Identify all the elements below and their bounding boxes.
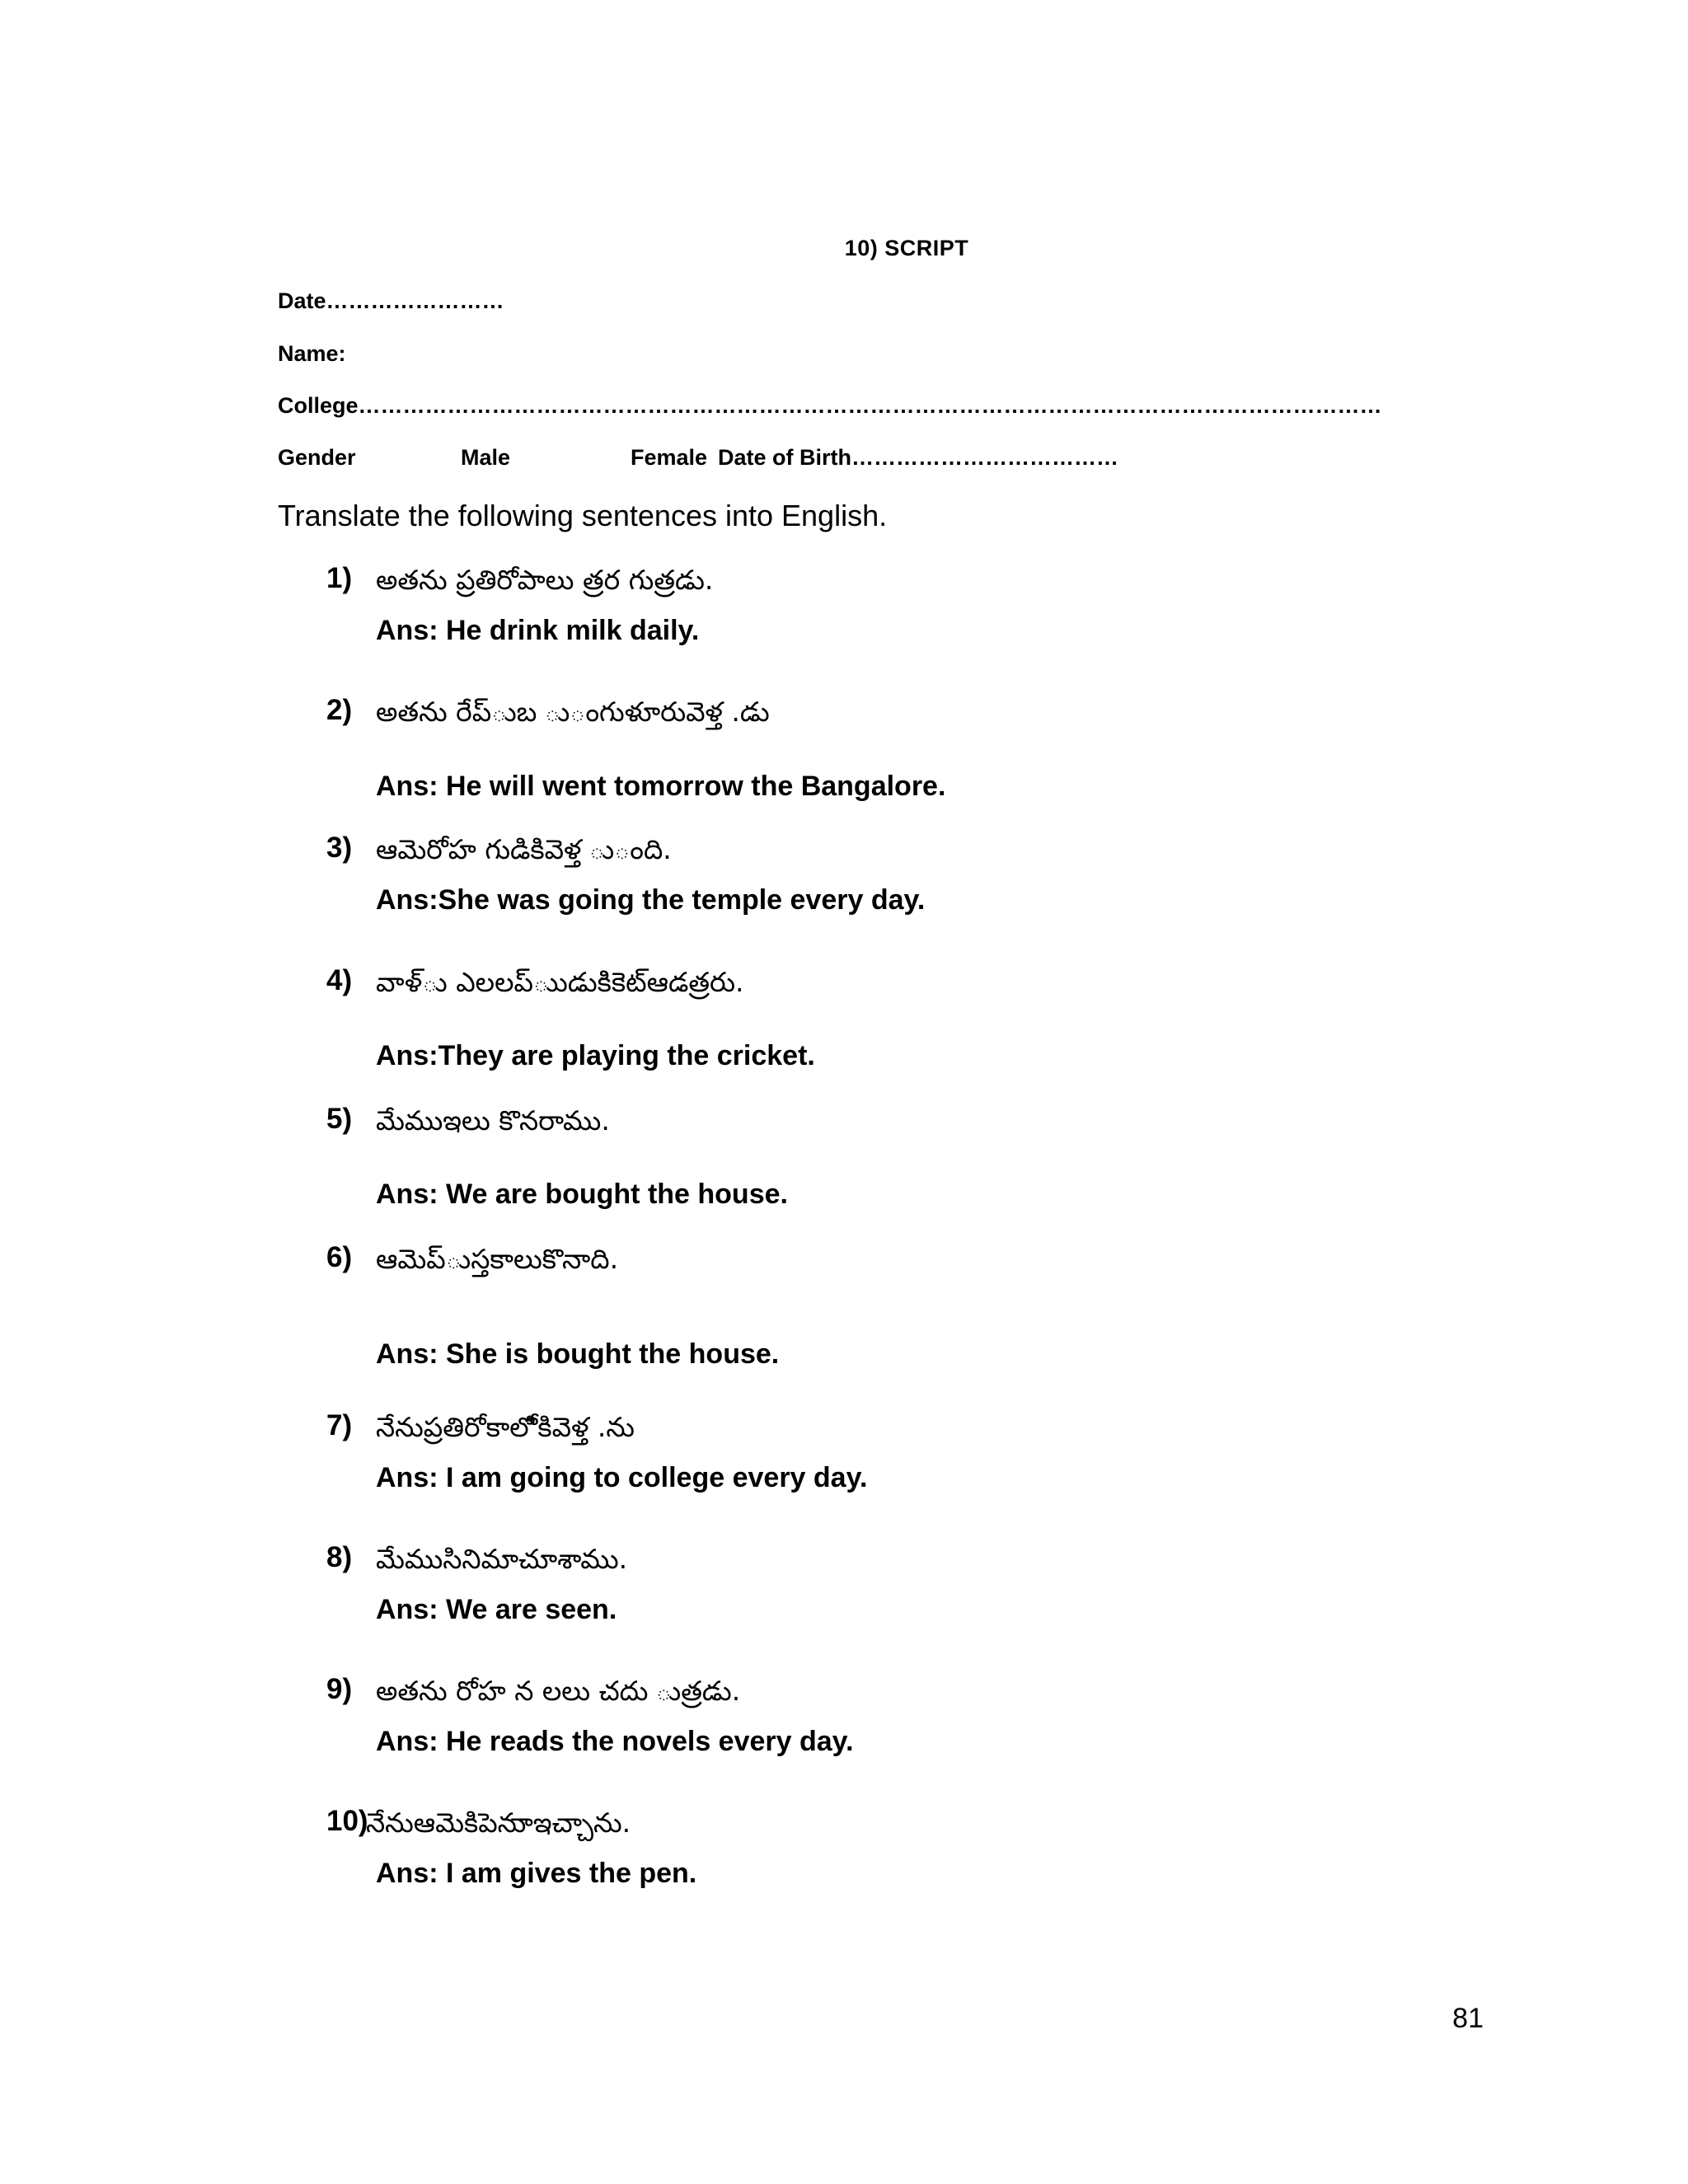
item-telugu: ఆమెప్ుస్తకాలుకొనాది. [376, 1243, 619, 1275]
item-number: 9) [326, 1673, 353, 1705]
item-answer: Ans: He reads the novels every day. [376, 1726, 854, 1757]
name-field: Name: [278, 341, 346, 366]
item-telugu: అతను ప్రతిరోపాలు త్రర గుత్రడు. [376, 564, 714, 596]
item-number: 3) [326, 832, 353, 864]
item-telugu: అతను రోహ న లలు చదు ుత్రడు. [376, 1675, 741, 1707]
item-telugu: ఆమెరోహ గుడికివెళ్త ు◌ంది. [376, 833, 672, 865]
item-telugu: నేనుఆమెకిపెనుాఇచ్చాను. [366, 1807, 631, 1839]
item-telugu: మేముసినిమాచూశాము. [376, 1543, 628, 1575]
item-number: 7) [326, 1409, 353, 1441]
page-title: 10) SCRIPT [844, 236, 969, 260]
item-answer: Ans:She was going the temple every day. [376, 884, 926, 916]
item-telugu: మేముఇలు కొనరాము. [376, 1104, 610, 1137]
item-telugu: వాళ్ు ఎలలప్ుుడుకిికెట్ఆడత్రరు. [376, 966, 744, 998]
page-number: 81 [1452, 2003, 1484, 2034]
item-number: 1) [326, 562, 353, 594]
item-number: 6) [326, 1241, 353, 1273]
item-number: 10) [326, 1805, 368, 1837]
item-number: 8) [326, 1541, 353, 1573]
college-field: College………………………………………………………………………………………………………………………… [278, 393, 1382, 418]
item-number: 4) [326, 964, 353, 996]
item-answer: Ans: I am gives the pen. [376, 1858, 697, 1889]
item-answer: Ans: I am going to college every day. [376, 1462, 868, 1493]
item-answer: Ans:They are playing the cricket. [376, 1040, 815, 1071]
item-answer: Ans: She is bought the house. [376, 1338, 780, 1370]
gender-label: Gender [278, 445, 356, 470]
date-field: Date…………………… [278, 288, 504, 313]
male-option: Male [461, 445, 511, 470]
dob-field: Date of Birth……………………………… [718, 445, 1118, 470]
female-option: Female [631, 445, 708, 470]
item-number: 2) [326, 694, 353, 726]
item-answer: Ans: He drink milk daily. [376, 615, 700, 646]
item-answer: Ans: We are bought the house. [376, 1179, 788, 1210]
instruction-text: Translate the following sentences into English. [278, 499, 888, 532]
item-telugu: నేనుప్రతిరోకాలోికివెళ్త .ను [376, 1411, 635, 1443]
item-answer: Ans: He will went tomorrow the Bangalore. [376, 771, 946, 802]
gender-row [278, 445, 1184, 478]
item-telugu: అతను రేప్ుబ ు◌ంగుళూరువెళ్త .డు [376, 696, 770, 728]
item-number: 5) [326, 1103, 353, 1135]
item-answer: Ans: We are seen. [376, 1594, 617, 1625]
